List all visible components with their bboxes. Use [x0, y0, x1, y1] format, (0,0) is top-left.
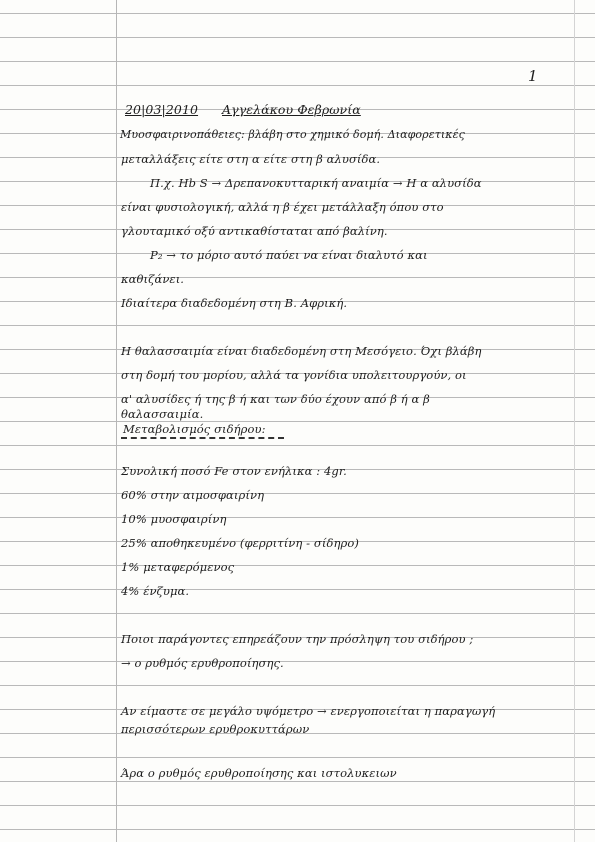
page-number: 1 — [528, 67, 538, 85]
text-line: περισσότερων ερυθροκυττάρων — [121, 722, 310, 736]
text-line: Ρ₂ → το μόριο αυτό παύει να είναι διαλυτό και — [150, 248, 428, 262]
header-name: Αγγελάκου Φεβρωνία — [222, 102, 361, 117]
section-heading: Μεταβολισμός σιδήρου: — [123, 422, 266, 436]
text-line: Αν είμαστε σε μεγάλο υψόμετρο → ενεργοποιείται η παραγωγή — [121, 704, 496, 718]
list-item: 4% ένζυμα. — [121, 584, 190, 598]
list-item: 10% μυοσφαιρίνη — [121, 512, 227, 526]
text-line: Συνολική ποσό Fe στον ενήλικα : 4gr. — [121, 464, 347, 478]
text-line: καθιζάνει. — [121, 272, 185, 286]
text-line: Άρα ο ρυθμός ερυθροποίησης και ιστολυκειων — [121, 766, 397, 780]
text-line: γλουταμικό οξύ αντικαθίσταται από βαλίνη. — [121, 224, 388, 238]
text-line: Μυοσφαιρινοπάθειες: βλάβη στο χημικό δομή. Διαφορετικές — [120, 128, 465, 141]
text-line: Ποιοι παράγοντες επηρεάζουν την πρόσληψη του σιδήρου ; — [121, 632, 474, 646]
text-line: στη δομή του μορίου, αλλά τα γονίδια υπολειτουργούν, οι — [121, 368, 467, 382]
text-line: → ο ρυθμός ερυθροποίησης. — [121, 656, 284, 670]
text-line: μεταλλάξεις είτε στη α είτε στη β αλυσίδα. — [121, 152, 381, 166]
text-line: Ιδιαίτερα διαδεδομένη στη Β. Αφρική. — [121, 296, 348, 310]
list-item: 25% αποθηκευμένο (φερριτίνη - σίδηρο) — [121, 536, 359, 550]
page-edge-line — [574, 0, 575, 842]
text-line: α' αλυσίδες ή της β ή και των δύο έχουν από β ή α β — [121, 392, 430, 406]
text-line: είναι φυσιολογική, αλλά η β έχει μετάλλαξη όπου στο — [121, 200, 444, 214]
text-line: Π.χ. Hb S → Δρεπανοκυτταρική αναιμία → Η α αλυσίδα — [150, 176, 482, 190]
text-line: Η θαλασσαιμία είναι διαδεδομένη στη Μεσόγειο. Όχι βλάβη — [121, 344, 482, 358]
header-date: 20|03|2010 — [125, 102, 199, 117]
list-item: 60% στην αιμοσφαιρίνη — [121, 488, 265, 502]
text-line: θαλασσαιμία. — [121, 407, 204, 421]
margin-line — [116, 0, 117, 842]
list-item: 1% μεταφερόμενος — [121, 560, 235, 574]
